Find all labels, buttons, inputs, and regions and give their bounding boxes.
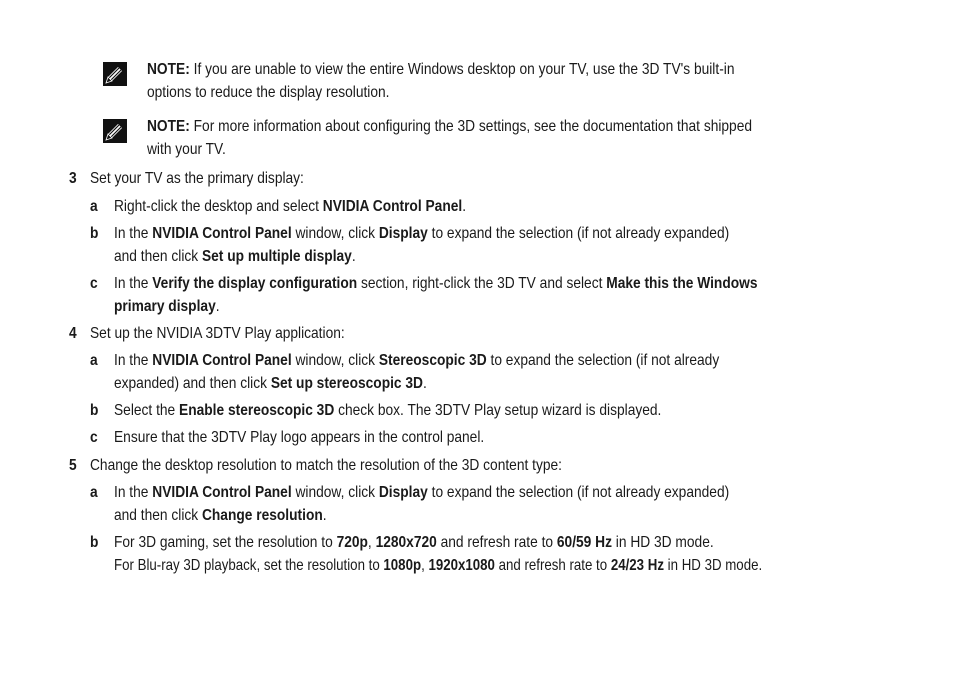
- substep-letter: c: [90, 275, 98, 292]
- note-2-line-1: NOTE: For more information about configuring the 3D settings, see the documentation that shipped: [147, 118, 753, 135]
- step-5a-line-2: and then click Change resolution.: [114, 507, 327, 524]
- note-2-line-2: with your TV.: [147, 141, 226, 158]
- step-5-text: Change the desktop resolution to match the resolution of the 3D content type:: [90, 457, 562, 474]
- step-number: 4: [69, 325, 77, 342]
- note-1-line-1: NOTE: If you are unable to view the entire Windows desktop on your TV, use the 3D TV's built-in: [147, 61, 735, 78]
- step-5b-line-1: For 3D gaming, set the resolution to 720p, 1280x720 and refresh rate to 60/59 Hz in HD 3D mode.: [114, 534, 714, 551]
- step-3c-line-1: In the Verify the display configuration section, right-click the 3D TV and select Make this the Windows: [114, 275, 758, 292]
- substep-letter: a: [90, 198, 98, 215]
- substep-letter: b: [90, 402, 99, 419]
- step-3a-line-1: Right-click the desktop and select NVIDIA Control Panel.: [114, 198, 467, 215]
- step-number: 5: [69, 457, 77, 474]
- step-3b-line-1: In the NVIDIA Control Panel window, click Display to expand the selection (if not already expanded): [114, 225, 730, 242]
- note-pencil-icon: [103, 119, 127, 143]
- step-5b-line-2: For Blu-ray 3D playback, set the resolution to 1080p, 1920x1080 and refresh rate to 24/23 Hz in HD 3D mode.: [114, 557, 763, 574]
- substep-letter: c: [90, 429, 98, 446]
- step-3c-line-2: primary display.: [114, 298, 220, 315]
- substep-letter: a: [90, 352, 98, 369]
- note-pencil-icon: [103, 62, 127, 86]
- step-5a-line-1: In the NVIDIA Control Panel window, click Display to expand the selection (if not already expanded): [114, 484, 730, 501]
- note-1-line-2: options to reduce the display resolution.: [147, 84, 390, 101]
- step-4b-line-1: Select the Enable stereoscopic 3D check box. The 3DTV Play setup wizard is displayed.: [114, 402, 662, 419]
- step-4a-line-2: expanded) and then click Set up stereoscopic 3D.: [114, 375, 427, 392]
- step-3-text: Set your TV as the primary display:: [90, 170, 304, 187]
- substep-letter: b: [90, 534, 99, 551]
- step-number: 3: [69, 170, 77, 187]
- step-4-text: Set up the NVIDIA 3DTV Play application:: [90, 325, 345, 342]
- step-4c-line-1: Ensure that the 3DTV Play logo appears in the control panel.: [114, 429, 485, 446]
- step-3b-line-2: and then click Set up multiple display.: [114, 248, 356, 265]
- step-4a-line-1: In the NVIDIA Control Panel window, click Stereoscopic 3D to expand the selection (if not already: [114, 352, 720, 369]
- substep-letter: a: [90, 484, 98, 501]
- substep-letter: b: [90, 225, 99, 242]
